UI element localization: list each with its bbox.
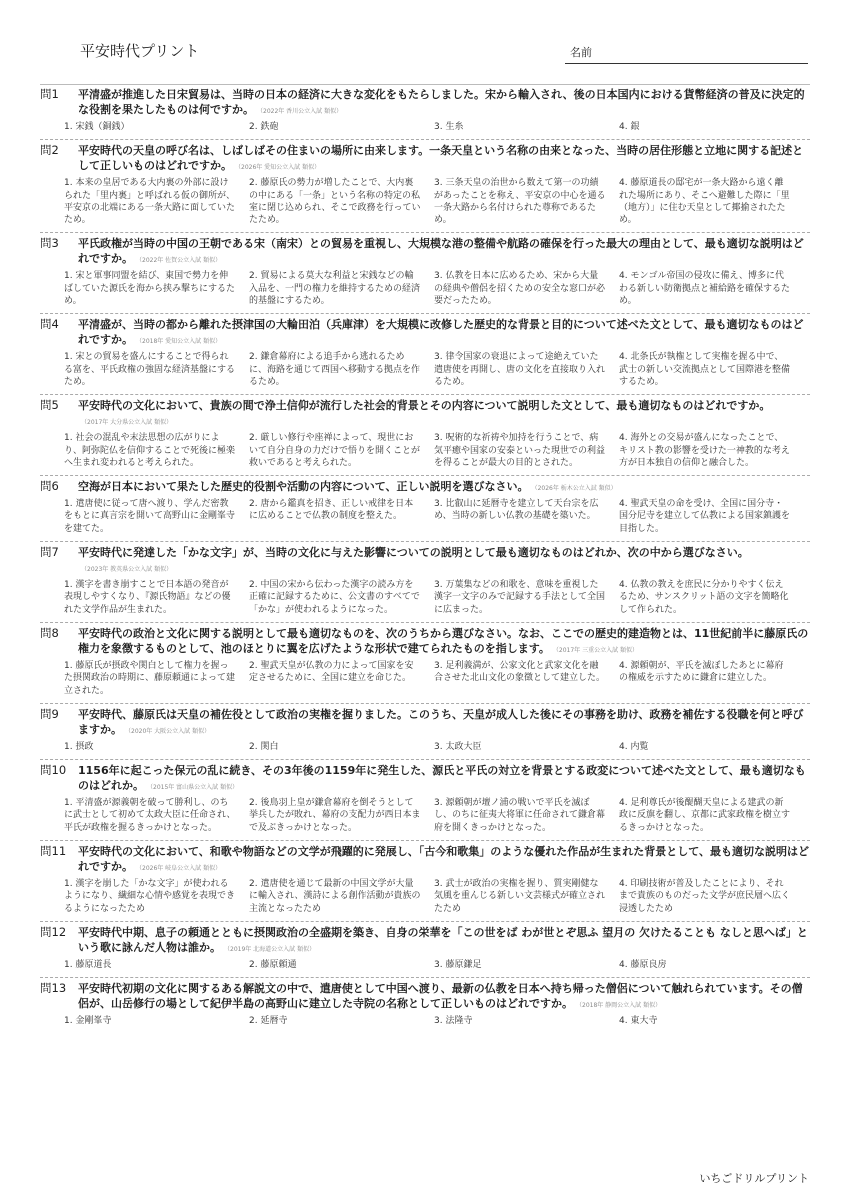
question-source: （2018年 愛知公立入試 類似）	[139, 338, 222, 346]
question-header	[40, 707, 810, 739]
question-block	[40, 623, 810, 704]
question-body: 平清盛が、当時の都から離れた摂津国の大輪田泊（兵庫津）を大規模に改修した歴史的な背景と目的について述べた文として、最も適切なものはどれですか。	[78, 318, 804, 347]
choice-option[interactable]: 2. 後鳥羽上皇が鎌倉幕府を倒そうとして挙兵したが敗れ、幕府の支配力が西日本まで及ぶきっかけとなった。	[249, 798, 421, 833]
question-header	[40, 87, 810, 119]
choice-option[interactable]: 2. 関白	[249, 741, 279, 752]
question-block	[40, 542, 810, 623]
choice-option[interactable]: 2. 遣唐使を通じて最新の中国文学が大量に輸入され、漢詩による創作活動が貴族の主流となったため	[249, 879, 421, 914]
question-header	[40, 479, 810, 496]
choice-option[interactable]: 3. 生糸	[434, 122, 464, 132]
question-header	[40, 763, 810, 795]
question-text	[78, 925, 810, 957]
choice-option[interactable]: 4. 足利尊氏が後醍醐天皇による建武の新政に反旗を翻し、京都に武家政権を樹立するきっかけとなった。	[619, 798, 791, 833]
question-header	[40, 981, 810, 1013]
question-text	[78, 317, 810, 349]
choice-list	[64, 432, 810, 469]
question-body: 平安時代中期、息子の頼通とともに摂関政治の全盛期を築き、自身の栄華を「この世をば わが世とぞ思ふ 望月の 欠けたることも なしと思へば」という歌に詠んだ人物は誰か。	[78, 925, 808, 954]
question-number: 問5	[40, 398, 59, 413]
question-block	[40, 84, 810, 140]
choice-option[interactable]: 1. 宋銭（銅銭）	[64, 122, 130, 132]
question-body: 平安時代の文化において、和歌や物語などの文学が飛躍的に発展し、「古今和歌集」のような優れた作品が生まれた背景として、最も適切な説明はどれですか。	[78, 845, 810, 874]
question-block	[40, 760, 810, 841]
choice-option[interactable]: 2. 厳しい修行や座禅によって、現世において自分自身の力だけで悟りを開くことが救いであると考えられた。	[249, 433, 421, 468]
question-header	[40, 545, 810, 577]
page-title: 平安時代プリント	[80, 42, 200, 60]
choice-option[interactable]: 1. 金剛峯寺	[64, 1016, 112, 1027]
choice-option[interactable]: 2. 鎌倉幕府による追手から逃れるために、海路を通じて西国へ移動する拠点を作るため。	[249, 352, 421, 387]
question-block	[40, 140, 810, 233]
choice-option[interactable]: 2. 藤原氏の勢力が増したことで、大内裏の中にある「一条」という名称の特定の私室に閉じ込められ、そこで政務を行っていたため。	[249, 178, 421, 226]
choice-list	[64, 797, 810, 834]
choice-option[interactable]: 3. 足利義満が、公家文化と武家文化を融合させた北山文化の象徴として建立した。	[434, 660, 606, 684]
question-number: 問10	[40, 763, 67, 778]
question-source: （2022年 香川公立入試 類似）	[260, 108, 343, 115]
choice-option[interactable]: 4. 北条氏が執権として実権を握る中で、武士の新しい交流拠点として国際港を整備するため。	[619, 352, 791, 387]
question-number: 問4	[40, 317, 59, 332]
question-body: 平安時代の政治と文化に関する説明として最も適切なものを、次のうちから選びなさい。なお、ここでの歴史的建造物とは、11世紀前半に藤原氏の権力を象徴するものとして、池のほとりに翼を広げたような形状で建てられたものを指します。	[78, 626, 809, 655]
question-header	[40, 236, 810, 268]
choice-option[interactable]: 4. 銀	[619, 122, 640, 132]
question-body: 平安時代、藤原氏は天皇の補佐役として政治の実権を握りました。このうち、天皇が成人した後にその事務を助け、政務を補佐する役職を何と呼びますか。	[78, 707, 804, 736]
question-number: 問7	[40, 545, 59, 560]
question-source: （2022年 佐賀公立入試 類似）	[139, 257, 222, 265]
question-header	[40, 398, 810, 430]
question-body: 1156年に起こった保元の乱に続き、その3年後の1159年に発生した、源氏と平氏の対立を背景とする政変について述べた文として、最も適切なものはどれか。	[78, 764, 806, 793]
name-field-line[interactable]	[565, 63, 808, 64]
question-body: 平安時代に発達した「かな文字」が、当時の文化に与えた影響についての説明として最も適切なものはどれか、次の中から選びなさい。	[78, 546, 749, 560]
choice-option[interactable]: 1. 社会の混乱や末法思想の広がりにより、阿弥陀仏を信仰することで死後に極楽へ生まれ変われると考えられた。	[64, 433, 236, 468]
question-number: 問12	[40, 924, 67, 939]
question-header	[40, 844, 810, 876]
choice-list	[64, 741, 810, 753]
question-source: （2026年 栃木公立入試 類似）	[534, 485, 617, 493]
choice-option[interactable]: 4. 印刷技術が普及したことにより、それまで貴族のものだった文学が庶民層へ広く浸透したため	[619, 879, 791, 914]
choice-option[interactable]: 1. 本来の皇居である大内裏の外部に設けられた「里内裏」と呼ばれる仮の御所が、平安京の北端にある一条大路に面していたため。	[64, 178, 236, 226]
footer-brand: いちごドリルプリント	[699, 1172, 809, 1185]
choice-option[interactable]: 3. 源頼朝が壇ノ浦の戦いで平氏を滅ぼし、のちに征夷大将軍に任命されて鎌倉幕府を開くきっかけとなった。	[434, 798, 606, 833]
question-block	[40, 978, 810, 1033]
choice-option[interactable]: 4. 海外との交易が盛んになったことで、キリスト教の影響を受けた一神教的な考え方が日本独自の信仰と融合した。	[619, 433, 790, 468]
question-block	[40, 233, 810, 314]
question-block	[40, 841, 810, 922]
question-body: 平氏政権が当時の中国の王朝である宋（南宋）との貿易を重視し、大規模な港の整備や航路の確保を行った最大の理由として、最も適切な説明はどれですか。	[78, 237, 804, 266]
choice-option[interactable]: 4. 東大寺	[619, 1016, 658, 1027]
question-number: 問6	[40, 479, 59, 494]
question-text	[78, 707, 810, 739]
question-header	[40, 317, 810, 349]
choice-list	[64, 959, 810, 971]
choice-option[interactable]: 2. 聖武天皇が仏教の力によって国家を安定させるために、全国に建立を命じた。	[249, 660, 414, 684]
choice-option[interactable]: 3. 武士が政治の実権を握り、質実剛健な気風を重んじる新しい文芸様式が確立されたため	[434, 879, 606, 914]
question-source: （2018年 静岡公立入試 類似）	[579, 1002, 662, 1010]
choice-list	[64, 878, 810, 915]
question-source: （2017年 大分県公立入試 類似）	[84, 419, 173, 427]
question-text	[78, 844, 810, 876]
question-number: 問3	[40, 236, 59, 251]
choice-option[interactable]: 2. 唐から鑑真を招き、正しい戒律を日本に広めることで仏教の制度を整えた。	[249, 499, 414, 522]
choice-option[interactable]: 1. 漢字を崩した「かな文字」が使われるようになり、繊細な心情や感覚を表現できるようになったため	[64, 879, 236, 914]
choice-option[interactable]: 2. 貿易による莫大な利益と宋銭などの輸入品を、一門の権力を維持するための経済的基盤にするため。	[249, 271, 421, 307]
question-number: 問8	[40, 625, 59, 640]
choice-option[interactable]: 4. 藤原道長の邸宅が一条大路から遠く離れた場所にあり、そこへ避難した際に「里（地方）」に住む天皇として揶揄されたため。	[619, 178, 790, 226]
choice-list	[64, 1015, 810, 1027]
question-text	[78, 626, 810, 658]
choice-option[interactable]: 4. 聖武天皇の命を受け、全国に国分寺・国分尼寺を建立して仏教による国家鎮護を目指した。	[619, 499, 791, 534]
question-list	[40, 84, 810, 1034]
question-source: （2023年 教英県公立入試 類似）	[84, 566, 173, 574]
choice-list	[64, 177, 810, 226]
choice-option[interactable]: 1. 藤原道長	[64, 959, 112, 970]
question-number: 問11	[40, 844, 67, 859]
question-block	[40, 704, 810, 760]
choice-option[interactable]: 1. 平清盛が源義朝を破って勝利し、のちに武士として初めて太政大臣に任命され、平氏が政権を握るきっかけとなった。	[64, 798, 236, 833]
choice-list	[64, 498, 810, 535]
question-source: （2026年 岐阜公立入試 類似）	[139, 865, 222, 873]
choice-list	[64, 660, 810, 697]
choice-option[interactable]: 1. 摂政	[64, 741, 94, 752]
choice-option[interactable]: 1. 藤原氏が摂政や関白として権力を握った摂関政治の時期に、藤原頼通によって建立された。	[64, 660, 236, 696]
question-body: 平安時代の天皇の呼び名は、しばしばその住まいの場所に由来します。一条天皇という名称の由来となった、当時の居住形態と立地に関する記述として正しいものはどれですか。	[78, 144, 804, 173]
choice-option[interactable]: 3. 比叡山に延暦寺を建立して天台宗を広め、当時の新しい仏教の基礎を築いた。	[434, 499, 599, 522]
choice-option[interactable]: 1. 遣唐使に従って唐へ渡り、学んだ密教をもとに真言宗を開いて高野山に金剛峯寺を建てた。	[64, 499, 236, 534]
choice-list	[64, 351, 810, 388]
question-header	[40, 626, 810, 658]
question-source: （2019年 北海道公立入試 類似）	[227, 945, 316, 953]
choice-option[interactable]: 2. 中国の宋から伝わった漢字の読み方を正確に記録するために、公文書のすべてで「かな」が使われるようになった。	[249, 580, 420, 615]
question-header	[40, 925, 810, 957]
question-text	[78, 479, 810, 496]
question-header	[40, 143, 810, 175]
choice-option[interactable]: 2. 藤原頼通	[249, 959, 297, 970]
question-number: 問2	[40, 143, 59, 158]
choice-option[interactable]: 4. 藤原良房	[619, 959, 667, 970]
question-text	[78, 763, 810, 795]
question-body: 空海が日本において果たした歴史的役割や活動の内容について、正しい説明を選びなさい。	[78, 480, 529, 494]
choice-option[interactable]: 3. 律令国家の衰退によって途絶えていた遣唐使を再開し、唐の文化を直接取り入れるため。	[434, 352, 606, 387]
choice-option[interactable]: 4. 内覧	[619, 741, 649, 752]
question-body: 平安時代の文化において、貴族の間で浄土信仰が流行した社会的背景とその内容について説明した文として、最も適切なものはどれですか。	[78, 399, 771, 413]
choice-option[interactable]: 1. 宋と軍事同盟を結び、東国で勢力を伸ばしていた源氏を海から挟み撃ちにするため。	[64, 271, 236, 307]
question-number: 問1	[40, 87, 59, 101]
choice-list	[64, 579, 810, 616]
choice-option[interactable]: 3. 仏教を日本に広めるため、宋から大量の経典や僧侶を招くための安全な窓口が必要だったため。	[434, 271, 606, 307]
choice-option[interactable]: 2. 延暦寺	[249, 1016, 288, 1027]
question-text	[78, 87, 810, 119]
question-text	[78, 236, 810, 268]
choice-option[interactable]: 3. 藤原鎌足	[434, 959, 482, 970]
choice-option[interactable]: 4. 源頼朝が、平氏を滅ぼしたあとに幕府の権威を示すために鎌倉に建立した。	[619, 660, 784, 684]
question-number: 問9	[40, 706, 59, 721]
choice-list	[64, 270, 810, 307]
question-body: 平安時代初期の文化に関するある解説文の中で、遣唐使として中国へ渡り、最新の仏教を日本へ持ち帰った僧侶について触れられています。その僧侶が、山岳修行の場として紀伊半島の高野山に建立した寺院の名称として正しいものはどれですか。	[78, 982, 803, 1011]
question-source: （2026年 愛知公立入試 類似）	[238, 164, 321, 172]
question-text	[78, 981, 810, 1013]
choice-option[interactable]: 2. 鉄砲	[249, 122, 279, 132]
choice-option[interactable]: 3. 万葉集などの和歌を、意味を重視した漢字一文字のみで記録する手法として全国に広まった。	[434, 580, 606, 615]
question-text	[78, 545, 810, 577]
choice-option[interactable]: 3. 太政大臣	[434, 741, 482, 752]
question-block	[40, 476, 810, 542]
choice-option[interactable]: 1. 漢字を書き崩すことで日本語の発音が表現しやすくなり、『源氏物語』などの優れた文学作品が生まれた。	[64, 580, 231, 615]
name-label: 名前	[570, 46, 592, 59]
question-block	[40, 395, 810, 476]
question-body: 平清盛が推進した日宋貿易は、当時の日本の経済に大きな変化をもたらしました。宋から輸入され、後の日本国内における貨幣経済の普及に決定的な役割を果たしたものは何ですか。	[78, 88, 805, 116]
choice-option[interactable]: 3. 法隆寺	[434, 1016, 473, 1027]
question-text	[78, 143, 810, 175]
question-block	[40, 922, 810, 978]
choice-option[interactable]: 3. 呪術的な祈祷や加持を行うことで、病気平癒や国家の安泰といった現世での利益を得ることが最大の目的とされた。	[434, 433, 606, 468]
choice-option[interactable]: 3. 三条天皇の治世から数えて第一の功績があったことを称え、平安京の中心を通る一条大路から名付けられた尊称であるため。	[434, 178, 606, 226]
choice-list	[64, 121, 810, 133]
question-block	[40, 314, 810, 395]
choice-option[interactable]: 4. 仏教の教えを庶民に分かりやすく伝えるため、サンスクリット語の文字を簡略化して作られた。	[619, 580, 789, 615]
question-source: （2020年 大阪公立入試 類似）	[128, 727, 211, 735]
question-text	[78, 398, 810, 430]
choice-option[interactable]: 4. モンゴル帝国の侵攻に備え、博多に代わる新しい防衛拠点と補給路を確保するため。	[619, 271, 791, 307]
question-source: （2017年 三重公立入試 類似）	[555, 646, 638, 654]
choice-option[interactable]: 1. 宋との貿易を盛んにすることで得られる富を、平氏政権の強固な経済基盤にするため。	[64, 352, 236, 387]
question-source: （2015年 富山県公立入試 類似）	[150, 784, 239, 792]
question-number: 問13	[40, 981, 67, 996]
